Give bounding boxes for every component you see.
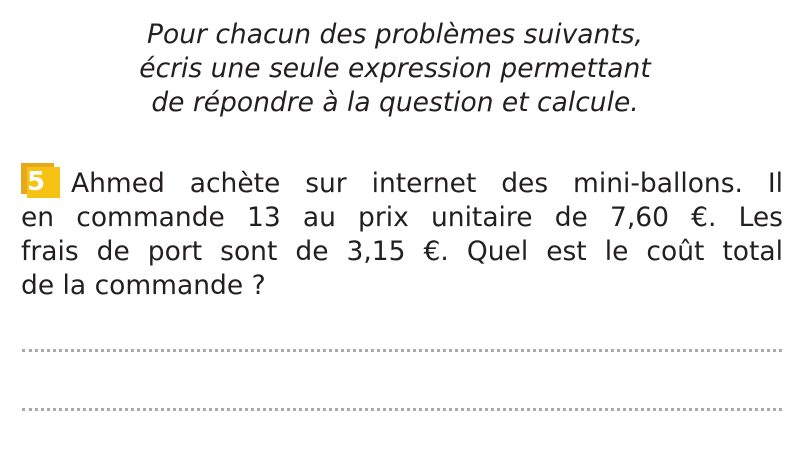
instruction-line: Pour chacun des problèmes suivants, xyxy=(147,19,643,50)
exercise-5 xyxy=(21,163,783,303)
exercise-line-1 xyxy=(21,163,783,201)
answer-dotted-line[interactable] xyxy=(22,349,782,352)
instruction-line: écris une seule expression permettant xyxy=(139,53,651,84)
answer-dotted-line[interactable] xyxy=(22,408,782,411)
exercise-line-4: de la commande ? xyxy=(21,270,266,301)
exercise-line-3: frais de port sont de 3,15 €. Quel est le coût total xyxy=(21,236,783,267)
exercise-number-badge xyxy=(21,163,61,197)
exercise-line-2: en commande 13 au prix unitaire de 7,60 €. Les xyxy=(21,202,783,233)
exercise-number: 5 xyxy=(27,167,60,198)
exercise-text-line: Ahmed achète sur internet des mini-ballons. Il xyxy=(71,168,783,199)
instruction-line: de répondre à la question et calcule. xyxy=(151,87,639,118)
instructions xyxy=(0,18,790,120)
